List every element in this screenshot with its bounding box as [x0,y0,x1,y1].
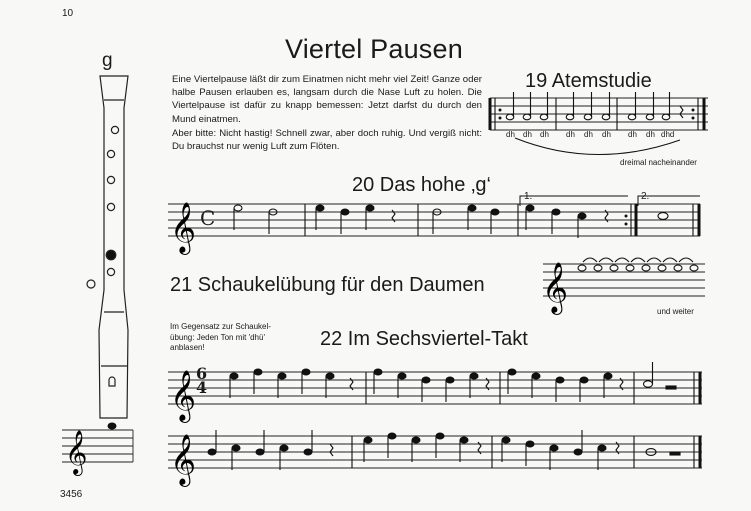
recorder-note-label: g [102,50,113,71]
syllable: dh [584,130,593,139]
treble-clef-icon: 𝄞 [170,370,197,421]
ex22-staff-2 [168,436,702,468]
recorder-illustration [87,76,128,418]
syllable: dh [523,130,532,139]
syllable: dh [602,130,611,139]
footer-code: 3456 [60,489,83,500]
ex20-notes [234,205,668,238]
ex21-title: 21 Schaukelübung für den Daumen [170,274,485,296]
syllable: dh [566,130,575,139]
ending-2-label: 2. [641,191,650,202]
treble-clef-icon: 𝄞 [65,430,88,474]
intro-paragraph-1: Eine Viertelpause läßt dir zum Einatmen nicht mehr viel Zeit! Ganze oder halbe Pausen erlauben es, langsam durch die Nase Luft zu holen. Die Viertelpause ist dafür zu knapp bemessen: Jetzt darfst du durch den Mund einatmen. [172,74,482,125]
treble-clef-icon: 𝄞 [170,434,197,485]
syllable: dh [540,130,549,139]
page-title: Viertel Pausen [285,34,463,64]
ex22-time-bottom: 4 [196,378,208,397]
slur [515,138,680,155]
volta-2 [638,196,700,206]
ex19-caption: dreimal nacheinander [620,158,697,167]
ex21-caption: und weiter [657,307,694,316]
ex22-time-top: 6 [196,364,208,383]
ex21-notes [578,258,698,271]
note-head [108,423,117,430]
treble-clef-icon: 𝄞 [542,262,569,313]
page-number: 10 [62,8,74,19]
treble-clef-icon: 𝄞 [170,202,197,253]
intro-paragraph-2: Aber bitte: Nicht hastig! Schnell zwar, aber doch ruhig. Und vergiß nicht: Du brauchst nur wenig Luft zum Flöten. [172,128,482,153]
syllable: dh [506,130,515,139]
ex19-title: 19 Atemstudie [525,70,652,92]
ex22-title: 22 Im Sechsviertel-Takt [320,328,528,350]
ex20-title: 20 Das hohe ‚g‘ [352,174,491,196]
syllable: dhd [661,130,675,139]
volta-1 [520,196,628,206]
ex19-staff [490,98,708,130]
ex22-note: Im Gegensatz zur Schaukel-übung: Jeden Ton mit 'dhü' anblasen! [170,322,271,352]
ex20-time-signature: C [200,206,216,230]
syllable: dh [628,130,637,139]
ex20-staff [168,204,700,236]
ending-1-label: 1. [524,191,533,202]
syllable: dh [646,130,655,139]
